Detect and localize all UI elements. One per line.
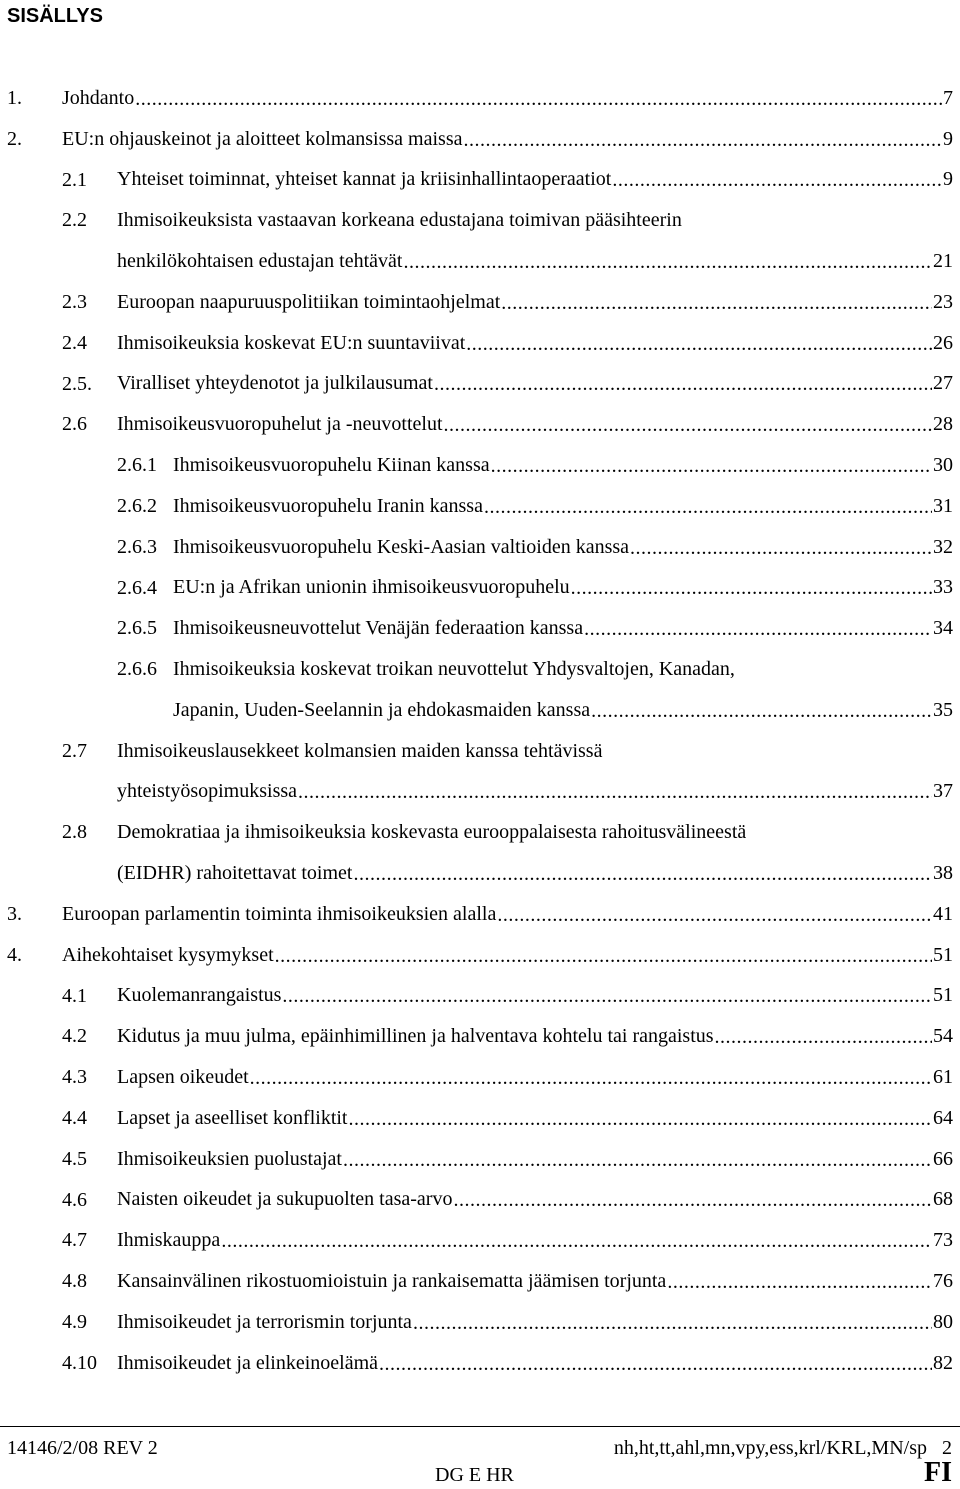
toc-page: 34: [933, 617, 953, 640]
toc-text: EU:n ohjauskeinot ja aloitteet kolmansissa maissa: [62, 127, 463, 150]
toc-page: 51: [933, 943, 953, 966]
toc-entry[interactable]: [0, 119, 960, 160]
toc-number: 4.: [7, 943, 22, 966]
toc-page: 73: [933, 1229, 953, 1252]
toc-entry[interactable]: [0, 731, 960, 772]
toc-number: 2.8: [62, 821, 87, 844]
dot-leader: [349, 1108, 933, 1131]
toc-page: 26: [933, 331, 953, 354]
toc-number: 4.5: [62, 1147, 87, 1170]
toc-number: 2.3: [62, 290, 87, 313]
dot-leader: [298, 781, 932, 804]
toc-entry[interactable]: [0, 1139, 960, 1180]
toc-page: 32: [933, 535, 953, 558]
toc-text: yhteistyösopimuksissa: [117, 780, 298, 803]
toc-number: 1.: [7, 87, 22, 109]
dot-leader: [584, 618, 932, 641]
dot-leader: [715, 1026, 932, 1049]
toc-text: Ihmisoikeudet ja elinkeinoelämä: [117, 1351, 379, 1374]
toc-text: Aihekohtaiset kysymykset: [62, 943, 274, 966]
dot-leader: [453, 1189, 932, 1212]
toc-page: 35: [933, 698, 953, 721]
footer-document-reference: 14146/2/08 REV 2: [7, 1437, 158, 1459]
toc-entry[interactable]: [0, 1261, 960, 1302]
toc-page: 68: [933, 1188, 953, 1211]
toc-page: 38: [933, 862, 953, 885]
toc-number: 4.2: [62, 1025, 87, 1048]
toc-entry[interactable]: [0, 364, 960, 405]
dot-leader: [630, 537, 932, 560]
toc-entry[interactable]: [0, 608, 960, 649]
toc-number: 4.10: [62, 1351, 97, 1374]
toc-entry-continued[interactable]: [0, 853, 960, 894]
toc-number: 2.6.3: [117, 535, 157, 558]
toc-number: 4.3: [62, 1066, 87, 1089]
toc-text: Kidutus ja muu julma, epäinhimillinen ja halventava kohtelu tai rangaistus: [117, 1025, 714, 1048]
dot-leader: [135, 88, 942, 111]
toc-page: 80: [933, 1310, 953, 1333]
toc-number: 2.6.6: [117, 658, 157, 681]
toc-number: 4.9: [62, 1310, 87, 1333]
toc-page: 61: [933, 1066, 953, 1089]
toc-text: (EIDHR) rahoitettavat toimet: [117, 862, 353, 885]
dot-leader: [250, 1067, 932, 1090]
toc-text: Ihmisoikeuksia koskevat troikan neuvottelut Yhdysvaltojen, Kanadan,: [173, 658, 735, 681]
dot-leader: [484, 496, 932, 519]
toc-number: 2.4: [62, 331, 87, 354]
toc-entry[interactable]: [0, 1098, 960, 1139]
toc-text: EU:n ja Afrikan unionin ihmisoikeusvuoropuhelu: [173, 576, 570, 599]
toc-entry[interactable]: [0, 445, 960, 486]
toc-text: Naisten oikeudet ja sukupuolten tasa-arvo: [117, 1188, 453, 1211]
toc-entry[interactable]: [0, 200, 960, 241]
toc-number: 4.7: [62, 1229, 87, 1252]
dot-leader: [612, 169, 942, 192]
toc-entry[interactable]: [0, 568, 960, 609]
dot-leader: [434, 373, 932, 396]
footer-initials: nh,ht,tt,ahl,mn,vpy,ess,krl/KRL,MN/sp: [613, 1437, 927, 1459]
toc-entry-continued[interactable]: [0, 241, 960, 282]
toc-text: Ihmisoikeuksien puolustajat: [117, 1147, 342, 1170]
dot-leader: [379, 1353, 932, 1376]
toc-text: Lapset ja aseelliset konfliktit: [117, 1106, 348, 1129]
toc-page: 64: [933, 1106, 953, 1129]
toc-text: Ihmisoikeusvuoropuhelu Keski-Aasian valtioiden kanssa: [173, 535, 630, 558]
toc-entry[interactable]: [0, 160, 960, 201]
dot-leader: [444, 414, 933, 437]
toc-number: 2.2: [62, 209, 87, 232]
toc-entry[interactable]: [0, 1343, 960, 1384]
toc-entry[interactable]: [0, 1057, 960, 1098]
toc-number: 2.6.5: [117, 617, 157, 640]
toc-entry[interactable]: [0, 486, 960, 527]
toc-text: henkilökohtaisen edustajan tehtävät: [117, 250, 403, 273]
toc-text: Japanin, Uuden-Seelannin ja ehdokasmaiden kanssa: [173, 698, 591, 721]
toc-page: 37: [933, 780, 953, 803]
toc-entry[interactable]: [0, 935, 960, 976]
toc-entry-continued[interactable]: [0, 772, 960, 813]
toc-number: 4.1: [62, 984, 87, 1007]
toc-number: 2.7: [62, 739, 87, 762]
dot-leader: [413, 1312, 932, 1335]
dot-leader: [275, 945, 932, 968]
toc-text: Ihmisoikeuksia koskevat EU:n suuntaviivat: [117, 331, 466, 354]
toc-text: Ihmisoikeusneuvottelut Venäjän federaation kanssa: [173, 617, 584, 640]
dot-leader: [501, 292, 932, 315]
toc-entry-continued[interactable]: [0, 690, 960, 731]
toc-number: 2.1: [62, 168, 87, 191]
footer-initials-and-page: [614, 1434, 952, 1462]
toc-text: Lapsen oikeudet: [117, 1066, 249, 1089]
toc-entry[interactable]: [0, 404, 960, 445]
toc-entry[interactable]: [0, 527, 960, 568]
toc-text: Johdanto: [62, 86, 135, 109]
toc-number: 4.4: [62, 1106, 87, 1129]
dot-leader: [491, 455, 932, 478]
toc-text: Ihmisoikeusvuoropuhelut ja -neuvottelut: [117, 413, 443, 436]
toc-number: 2.6.4: [117, 576, 157, 599]
toc-entry[interactable]: [0, 1302, 960, 1343]
dot-leader: [497, 904, 932, 927]
toc-page: 41: [933, 902, 953, 925]
footer-page-number: 2: [942, 1437, 952, 1459]
dot-leader: [571, 577, 932, 600]
toc-page: 9: [943, 127, 953, 150]
toc-text: Kansainvälinen rikostuomioistuin ja rankaisematta jäämisen torjunta: [117, 1270, 667, 1292]
toc-number: 2.6.2: [117, 494, 157, 517]
toc-text: Viralliset yhteydenotot ja julkilausumat: [117, 372, 433, 395]
toc-text: Ihmisoikeuslausekkeet kolmansien maiden kanssa tehtävissä: [117, 739, 603, 762]
toc-number: 2.5.: [62, 372, 92, 395]
toc-page: 7: [943, 86, 953, 109]
footer-language-code: FI: [924, 1457, 952, 1488]
dot-leader: [221, 1230, 932, 1253]
toc-entry[interactable]: [0, 323, 960, 364]
toc-text: Euroopan parlamentin toiminta ihmisoikeuksien alalla: [62, 902, 497, 925]
toc-entry[interactable]: [0, 78, 960, 119]
toc-page: 23: [933, 290, 953, 313]
toc-entry[interactable]: [0, 1016, 960, 1057]
toc-number: 4.6: [62, 1188, 87, 1211]
dot-leader: [403, 251, 932, 274]
toc-page: 54: [933, 1025, 953, 1048]
toc-entry[interactable]: [0, 976, 960, 1017]
table-of-contents: [0, 78, 960, 1384]
toc-page: 31: [933, 494, 953, 517]
toc-entry[interactable]: [0, 894, 960, 935]
dot-leader: [282, 985, 932, 1008]
dot-leader: [466, 333, 932, 356]
toc-text: Yhteiset toiminnat, yhteiset kannat ja kriisinhallintaoperaatiot: [117, 168, 612, 191]
footer-divider: [0, 1426, 960, 1427]
toc-page: 21: [933, 250, 953, 273]
toc-entry[interactable]: [0, 1180, 960, 1221]
toc-page: 30: [933, 454, 953, 477]
toc-page: 51: [933, 984, 953, 1007]
toc-text: Ihmisoikeusvuoropuhelu Iranin kanssa: [173, 494, 483, 517]
toc-page: 82: [933, 1351, 953, 1374]
toc-entry[interactable]: [0, 1220, 960, 1261]
toc-text: Ihmiskauppa: [117, 1229, 221, 1252]
toc-number: 2.: [7, 127, 22, 150]
toc-page: 27: [933, 372, 953, 395]
toc-page: 33: [933, 576, 953, 599]
toc-text: Kuolemanrangaistus: [117, 984, 282, 1007]
toc-text: Ihmisoikeusvuoropuhelu Kiinan kanssa: [173, 454, 490, 477]
toc-page: 9: [943, 168, 953, 191]
toc-number: 4.8: [62, 1270, 87, 1293]
dot-leader: [353, 863, 932, 886]
toc-text: Ihmisoikeudet ja terrorismin torjunta: [117, 1310, 412, 1333]
toc-number: 2.6: [62, 413, 87, 436]
toc-page: 66: [933, 1147, 953, 1170]
page-title: SISÄLLYS: [7, 5, 103, 27]
toc-text: Demokratiaa ja ihmisoikeuksia koskevasta eurooppalaisesta rahoitusvälineestä: [117, 821, 747, 844]
toc-text: Ihmisoikeuksista vastaavan korkeana edustajana toimivan pääsihteerin: [117, 209, 682, 232]
dot-leader: [591, 700, 932, 723]
toc-page: 76: [933, 1270, 953, 1292]
toc-entry[interactable]: [0, 649, 960, 690]
dot-leader: [667, 1271, 932, 1294]
toc-page: 28: [933, 413, 953, 436]
footer-directorate: DG E HR: [435, 1464, 514, 1486]
toc-text: Euroopan naapuruuspolitiikan toimintaohjelmat: [117, 290, 501, 313]
dot-leader: [463, 129, 942, 152]
toc-number: 2.6.1: [117, 454, 157, 477]
toc-entry[interactable]: [0, 812, 960, 853]
toc-entry[interactable]: [0, 282, 960, 323]
toc-number: 3.: [7, 902, 22, 925]
dot-leader: [343, 1149, 932, 1172]
